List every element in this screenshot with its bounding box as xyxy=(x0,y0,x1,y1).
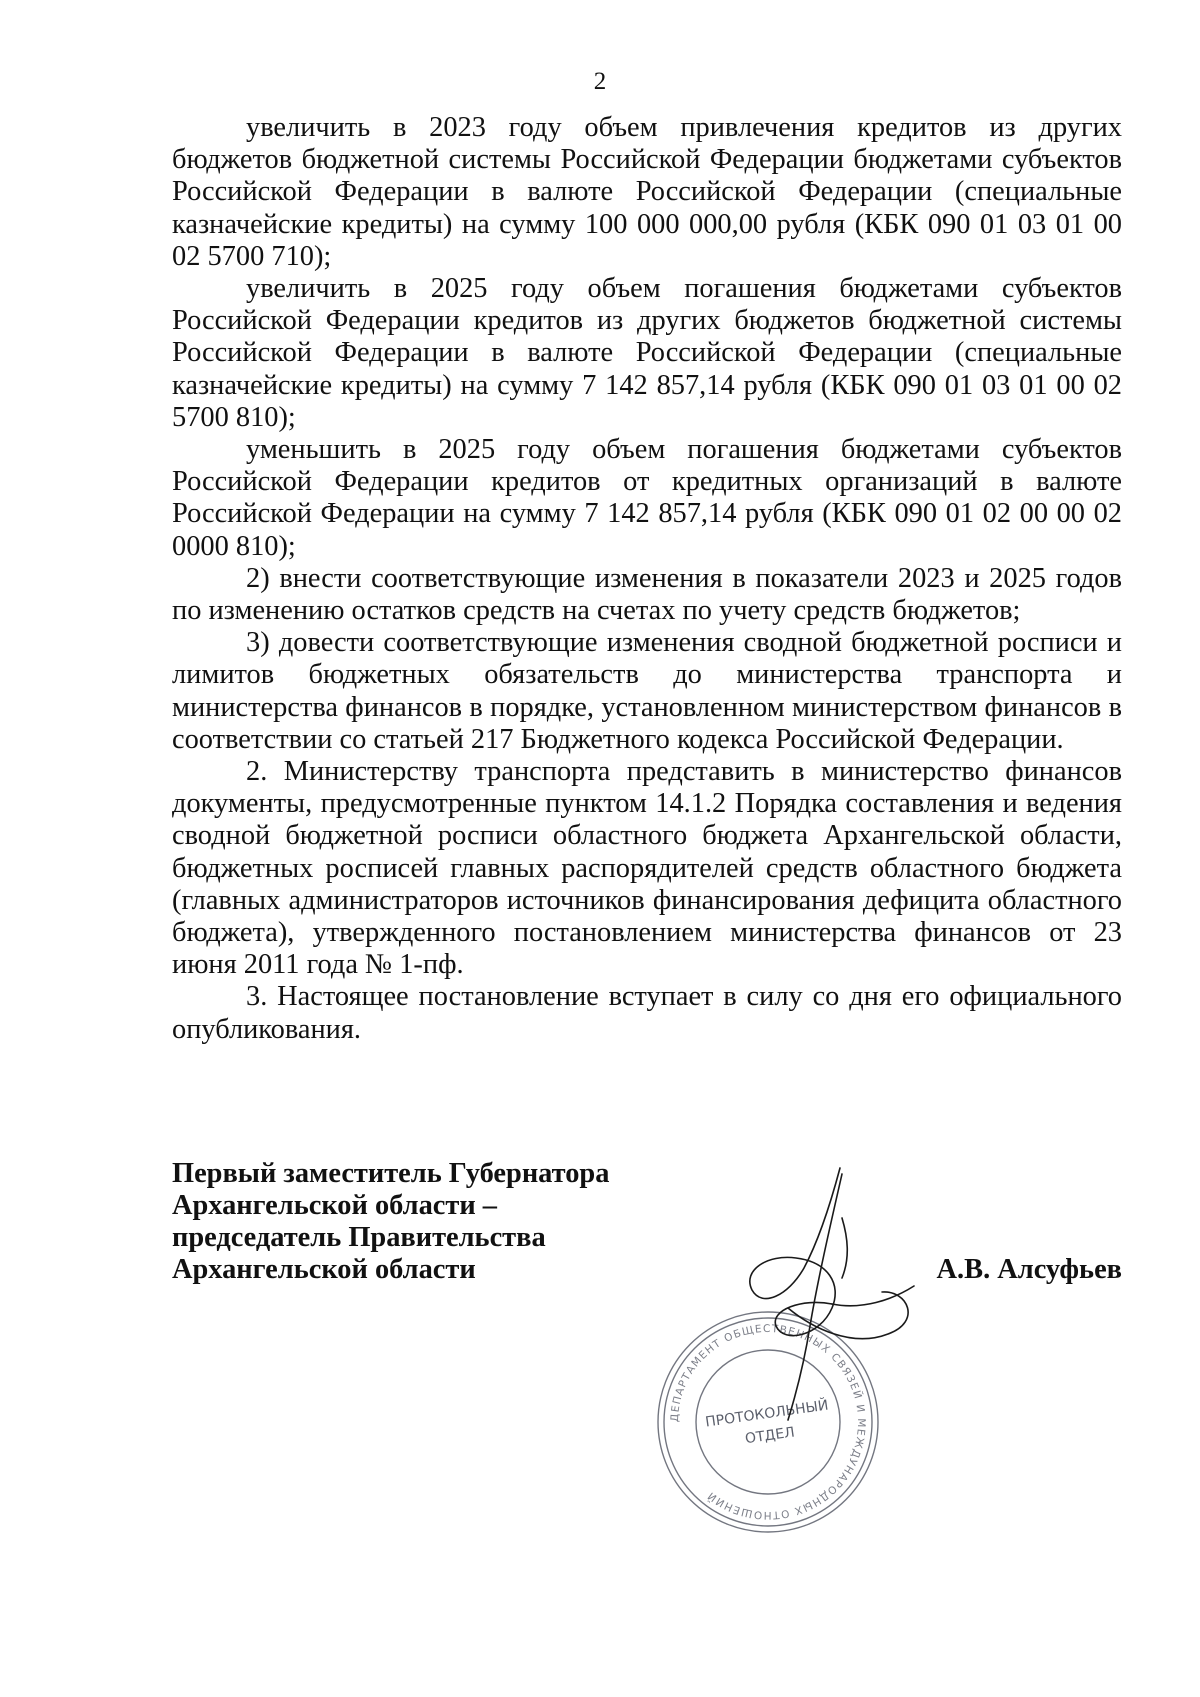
page-number: 2 xyxy=(593,68,607,95)
document-body xyxy=(172,112,1122,1046)
signatory-position-line: Архангельской области xyxy=(172,1254,476,1285)
signature-block xyxy=(172,1158,1122,1578)
signatory-position xyxy=(172,1158,692,1286)
paragraph-increase-borrowing-2023: увеличить в 2023 году объем привлечения кредитов из других бюджетов бюджетной системы Российской Федерации бюджетами субъектов Российской Федерации в валюте Российской Федерации (специальные казначейские кредиты) на сумму 100 000 000,00 рубля (КБК 090 01 03 01 00 02 5700 710); xyxy=(172,112,1122,272)
paragraph-item-3: 3) довести соответствующие изменения сводной бюджетной росписи и лимитов бюджетных обязательств до министерства транспорта и министерства финансов в порядке, установленном министерством финансов в соответствии со статьей 217 Бюджетного кодекса Российской Федерации. xyxy=(172,627,1122,755)
signatory-position-line: Первый заместитель Губернатора xyxy=(172,1158,610,1189)
signatory-position-line: Архангельской области – xyxy=(172,1190,497,1221)
paragraph-decrease-repayment-2025: уменьшить в 2025 году объем погашения бюджетами субъектов Российской Федерации кредитов от кредитных организаций в валюте Российской Федерации на сумму 7 142 857,14 рубля (КБК 090 01 02 00 00 02 0000 810); xyxy=(172,434,1122,562)
paragraph-increase-repayment-2025: увеличить в 2025 году объем погашения бюджетами субъектов Российской Федерации кредитов из других бюджетов бюджетной системы Российской Федерации в валюте Российской Федерации (специальные казначейские кредиты) на сумму 7 142 857,14 рубля (КБК 090 01 03 01 00 02 5700 810); xyxy=(172,273,1122,433)
seal-center-line: ПРОТОКОЛЬНЫЙ xyxy=(704,1397,830,1431)
signatory-name: А.В. Алсуфьев xyxy=(936,1254,1122,1285)
seal-center-line: ОТДЕЛ xyxy=(744,1424,796,1448)
paragraph-item-2: 2) внести соответствующие изменения в показатели 2023 и 2025 годов по изменению остатков средств на счетах по учету средств бюджетов; xyxy=(172,562,1122,627)
paragraph-section-2: 2. Министерству транспорта представить в министерство финансов документы, предусмотренные пунктом 14.1.2 Порядка составления и ведения сводной бюджетной росписи областного бюджета Архангельской области, бюджетных росписей главных распорядителей средств областного бюджета (главных администраторов источников финансирования дефицита областного бюджета), утвержденного постановлением министерства финансов от 23 июня 2011 года № 1-пф. xyxy=(172,756,1122,981)
handwritten-signature xyxy=(692,1158,952,1458)
paragraph-section-3: 3. Настоящее постановление вступает в силу со дня его официального опубликования. xyxy=(172,981,1122,1045)
seal-ring-text: ДЕПАРТАМЕНТ ОБЩЕСТВЕННЫХ СВЯЗЕЙ И МЕЖДУНАРОДНЫХ ОТНОШЕНИЙ xyxy=(668,1322,868,1522)
signatory-position-line: председатель Правительства xyxy=(172,1222,546,1253)
